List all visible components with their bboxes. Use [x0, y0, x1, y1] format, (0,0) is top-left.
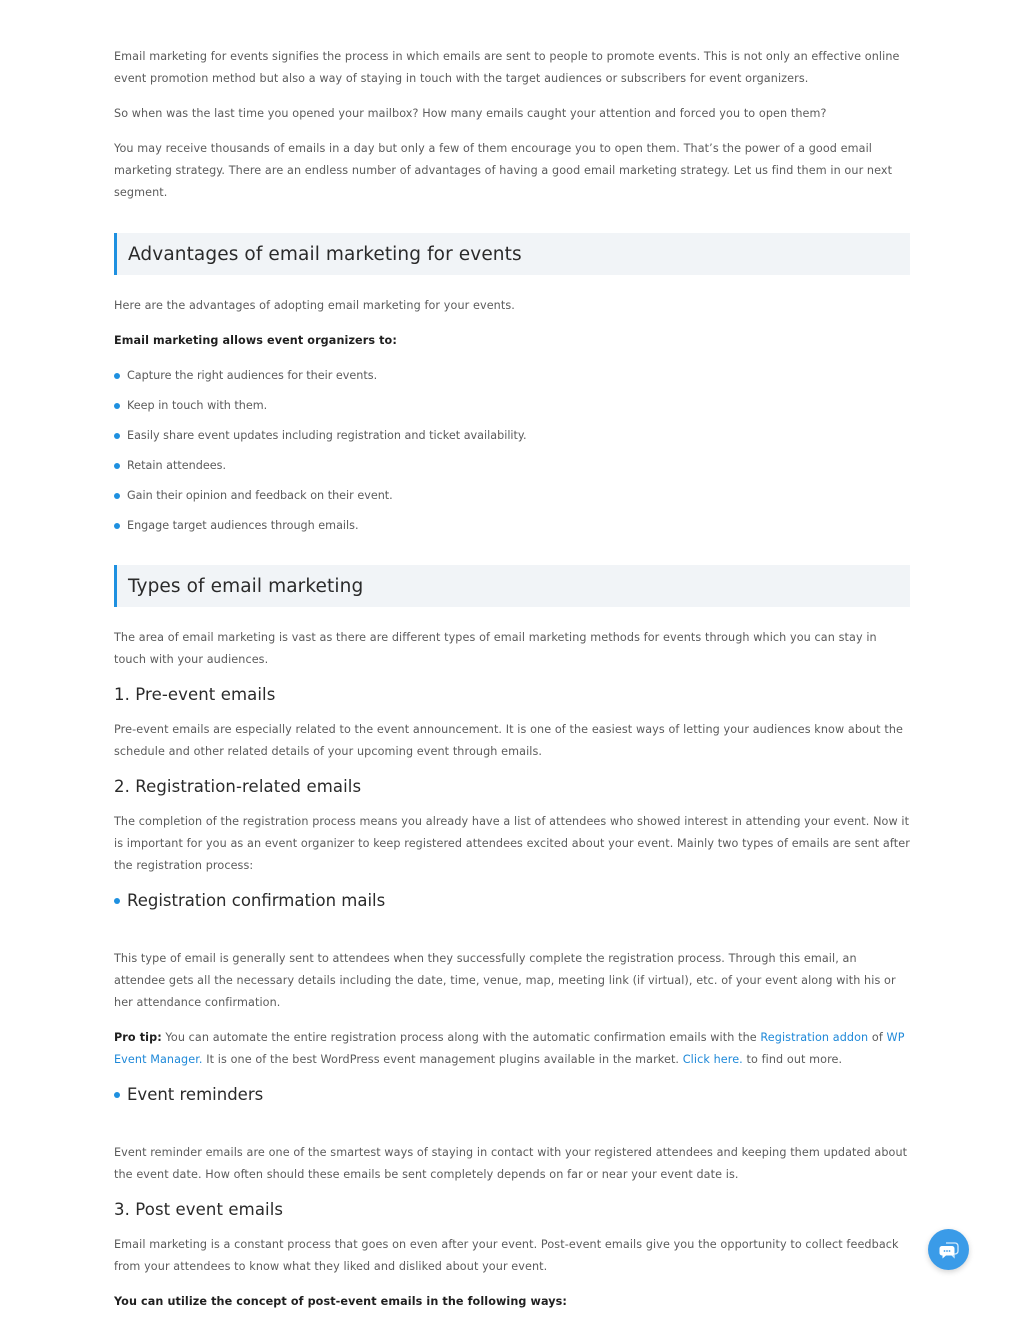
chat-bubble-icon	[939, 1241, 959, 1259]
registration-title: 2. Registration-related emails	[114, 777, 362, 796]
pro-tip-text-1: You can automate the entire registration process along with the automatic confirmation emails with the	[161, 1031, 761, 1044]
pro-tip-text-3: It is one of the best WordPress event management plugins available in the market.	[202, 1053, 683, 1066]
intro-paragraph-3: You may receive thousands of emails in a day but only a few of them encourage you to open them. That’s the power of a good email marketing strategy. There are an endless number of advantages of having a good email marketing strategy. Let us find them in our next segment.	[114, 142, 893, 199]
confirmation-title: Registration confirmation mails	[114, 890, 910, 912]
list-item: Capture the right audiences for their events.	[114, 365, 910, 395]
chat-button[interactable]	[928, 1229, 969, 1270]
post-event-lead: You can utilize the concept of post-event emails in the following ways:	[114, 1295, 568, 1308]
types-heading: Types of email marketing	[114, 565, 910, 607]
post-event-title: 3. Post event emails	[114, 1200, 284, 1219]
list-item: Engage target audiences through emails.	[114, 515, 910, 545]
list-item: Keep in touch with them.	[114, 395, 910, 425]
wp-event-manager-link[interactable]: WP Event Manager.	[114, 1031, 905, 1066]
registration-addon-link[interactable]: Registration addon	[760, 1031, 869, 1044]
click-here-link[interactable]: Click here.	[682, 1053, 743, 1066]
registration-body: The completion of the registration process means you already have a list of attendees who showed interest in attending your event. Now it is important for you as an event organizer to keep registered attendees excited about your event. Mainly two types of emails are sent after the registration process:	[114, 815, 910, 872]
article-content	[114, 46, 910, 1326]
pre-event-title: 1. Pre-event emails	[114, 685, 276, 704]
pre-event-body: Pre-event emails are especially related to the event announcement. It is one of the easiest ways of letting your audiences know about the schedule and other related details of your upcoming event through emails.	[114, 723, 903, 758]
list-item: Easily share event updates including registration and ticket availability.	[114, 425, 910, 455]
reminders-title: Event reminders	[114, 1084, 910, 1106]
advantages-intro: Here are the advantages of adopting email marketing for your events.	[114, 299, 515, 312]
advantages-lead: Email marketing allows event organizers to:	[114, 334, 397, 347]
pro-tip-text-4: to find out more.	[742, 1053, 843, 1066]
advantages-heading: Advantages of email marketing for events	[114, 233, 910, 275]
post-event-body: Email marketing is a constant process that goes on even after your event. Post-event emails give you the opportunity to collect feedback from your attendees to know what they liked and disliked about your event.	[114, 1238, 899, 1273]
intro-paragraph-1: Email marketing for events signifies the process in which emails are sent to people to promote events. This is not only an effective online event promotion method but also a way of staying in touch with the target audiences or subscribers for event organizers.	[114, 50, 900, 85]
types-intro: The area of email marketing is vast as there are different types of email marketing methods for events through which you can stay in touch with your audiences.	[114, 631, 877, 666]
pro-tip-text-2: of	[868, 1031, 887, 1044]
intro-paragraph-2: So when was the last time you opened your mailbox? How many emails caught your attention and forced you to open them?	[114, 107, 827, 120]
reminders-body: Event reminder emails are one of the smartest ways of staying in contact with your registered attendees and keeping them updated about the event date. How often should these emails be sent completely depends on far or near your event date is.	[114, 1146, 908, 1181]
list-item: Gain their opinion and feedback on their event.	[114, 485, 910, 515]
list-item: Retain attendees.	[114, 455, 910, 485]
confirmation-body: This type of email is generally sent to attendees when they successfully complete the registration process. Through this email, an attendee gets all the necessary details including the date, time, venue, map, meeting link (if virtual), etc. of your event along with his or her attendance confirmation.	[114, 952, 896, 1009]
advantages-list	[114, 365, 910, 545]
pro-tip-label: Pro tip:	[114, 1031, 162, 1044]
pro-tip	[114, 1027, 910, 1071]
